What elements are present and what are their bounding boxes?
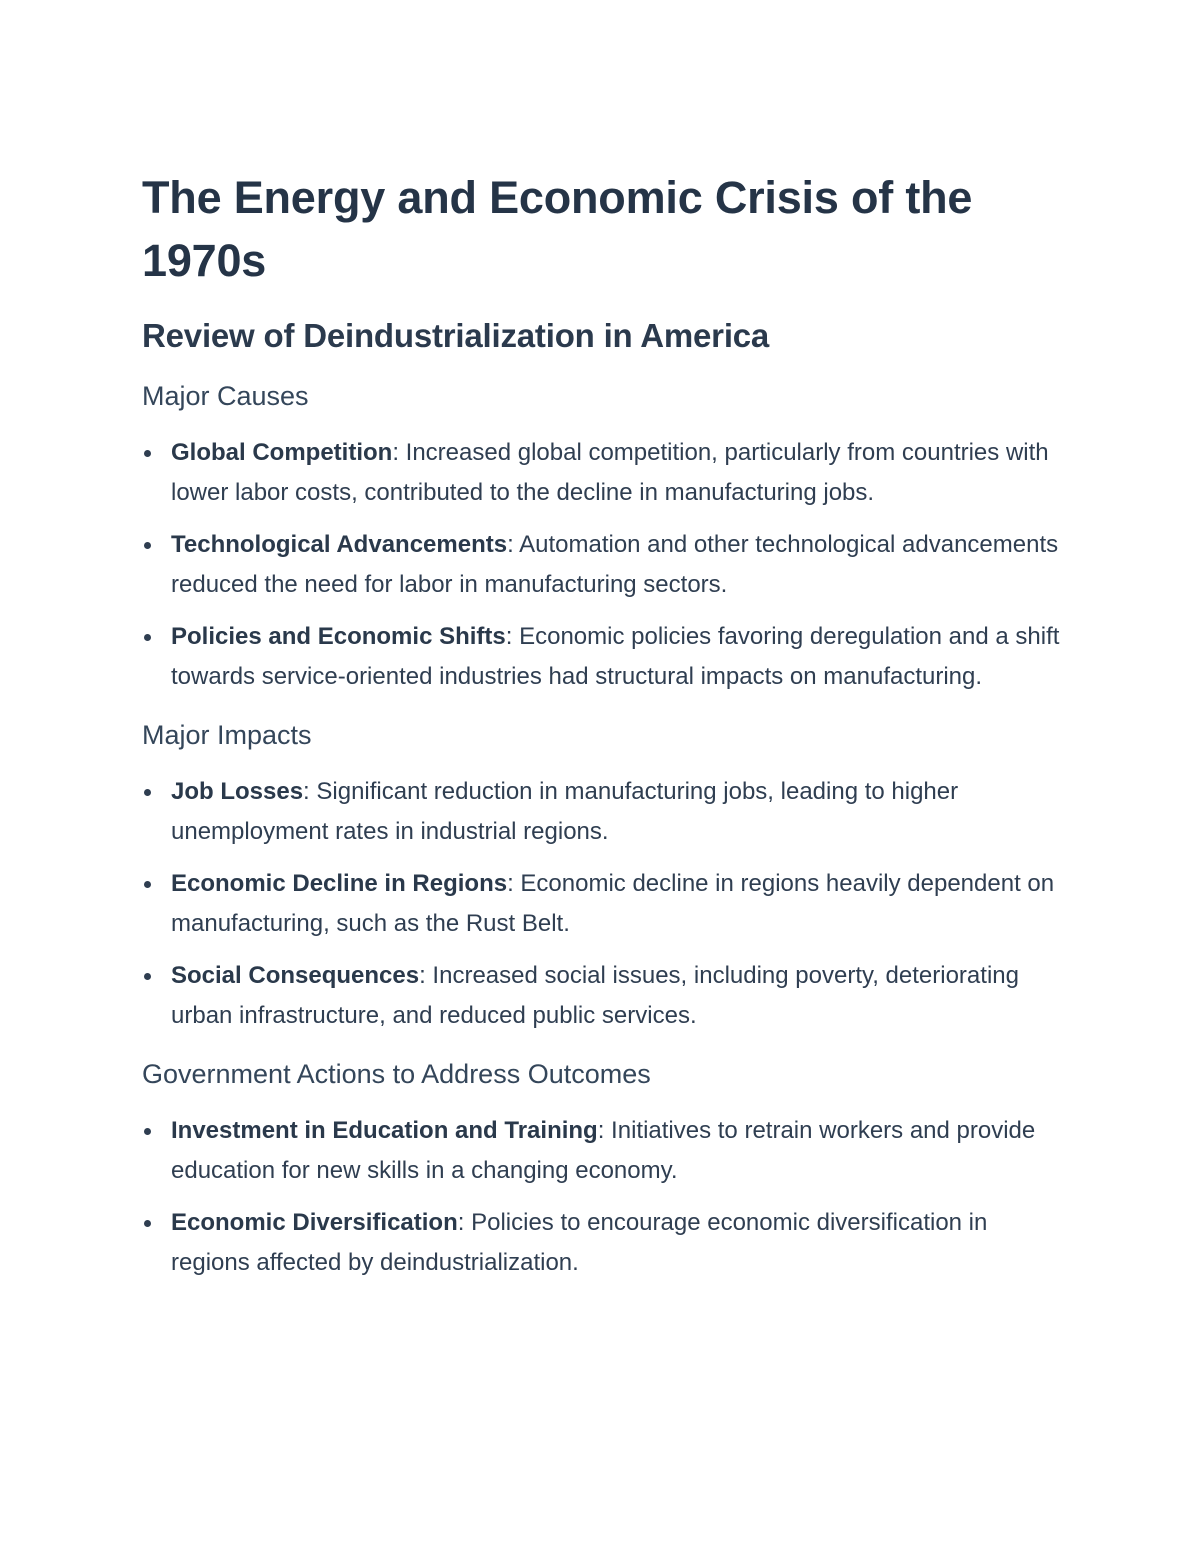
government-actions-list bbox=[142, 1111, 1072, 1283]
list-item bbox=[142, 617, 1072, 697]
list-item bbox=[142, 864, 1072, 944]
item-description: : Increased global competition, particularly from countries with lower labor costs, contributed to the decline in manufacturing jobs. bbox=[171, 439, 1049, 506]
list-item bbox=[142, 956, 1072, 1036]
bullet-icon bbox=[144, 542, 151, 549]
item-description: : Initiatives to retrain workers and provide education for new skills in a changing economy. bbox=[171, 1117, 1036, 1184]
item-term: Social Consequences bbox=[171, 962, 420, 989]
causes-list bbox=[142, 433, 1072, 697]
list-item bbox=[142, 433, 1072, 513]
bullet-icon bbox=[144, 634, 151, 641]
document-page bbox=[142, 166, 1072, 1289]
bullet-icon bbox=[144, 450, 151, 457]
item-term: Economic Decline in Regions bbox=[171, 870, 508, 897]
item-description: : Economic decline in regions heavily dependent on manufacturing, such as the Rust Belt. bbox=[171, 870, 1055, 937]
bullet-icon bbox=[144, 973, 151, 980]
list-item bbox=[142, 772, 1072, 852]
item-term: Policies and Economic Shifts bbox=[171, 623, 506, 650]
bullet-icon bbox=[144, 881, 151, 888]
impacts-list bbox=[142, 772, 1072, 1036]
list-item bbox=[142, 1203, 1072, 1283]
item-term: Economic Diversification bbox=[171, 1209, 458, 1236]
list-item bbox=[142, 1111, 1072, 1191]
bullet-icon bbox=[144, 1128, 151, 1135]
item-description: : Policies to encourage economic diversification in regions affected by deindustrialization. bbox=[171, 1209, 988, 1276]
item-term: Investment in Education and Training bbox=[171, 1117, 598, 1144]
section-title: Review of Deindustrialization in America bbox=[142, 317, 770, 354]
page-title: The Energy and Economic Crisis of the 1970s bbox=[142, 172, 973, 286]
subsection-heading-major-impacts: Major Impacts bbox=[142, 720, 312, 750]
item-description: : Automation and other technological advancements reduced the need for labor in manufacturing sectors. bbox=[171, 531, 1059, 598]
bullet-icon bbox=[144, 1220, 151, 1227]
item-term: Technological Advancements bbox=[171, 531, 508, 558]
item-description: : Increased social issues, including poverty, deteriorating urban infrastructure, and reduced public services. bbox=[171, 962, 1019, 1029]
bullet-icon bbox=[144, 789, 151, 796]
item-description: : Significant reduction in manufacturing jobs, leading to higher unemployment rates in industrial regions. bbox=[171, 778, 959, 845]
list-item bbox=[142, 525, 1072, 605]
subsection-heading-major-causes: Major Causes bbox=[142, 381, 309, 411]
item-term: Job Losses bbox=[171, 778, 304, 805]
subsection-heading-government-actions: Government Actions to Address Outcomes bbox=[142, 1059, 651, 1089]
item-term: Global Competition bbox=[171, 439, 393, 466]
item-description: : Economic policies favoring deregulation and a shift towards service-oriented industries had structural impacts on manufacturing. bbox=[171, 623, 1060, 690]
